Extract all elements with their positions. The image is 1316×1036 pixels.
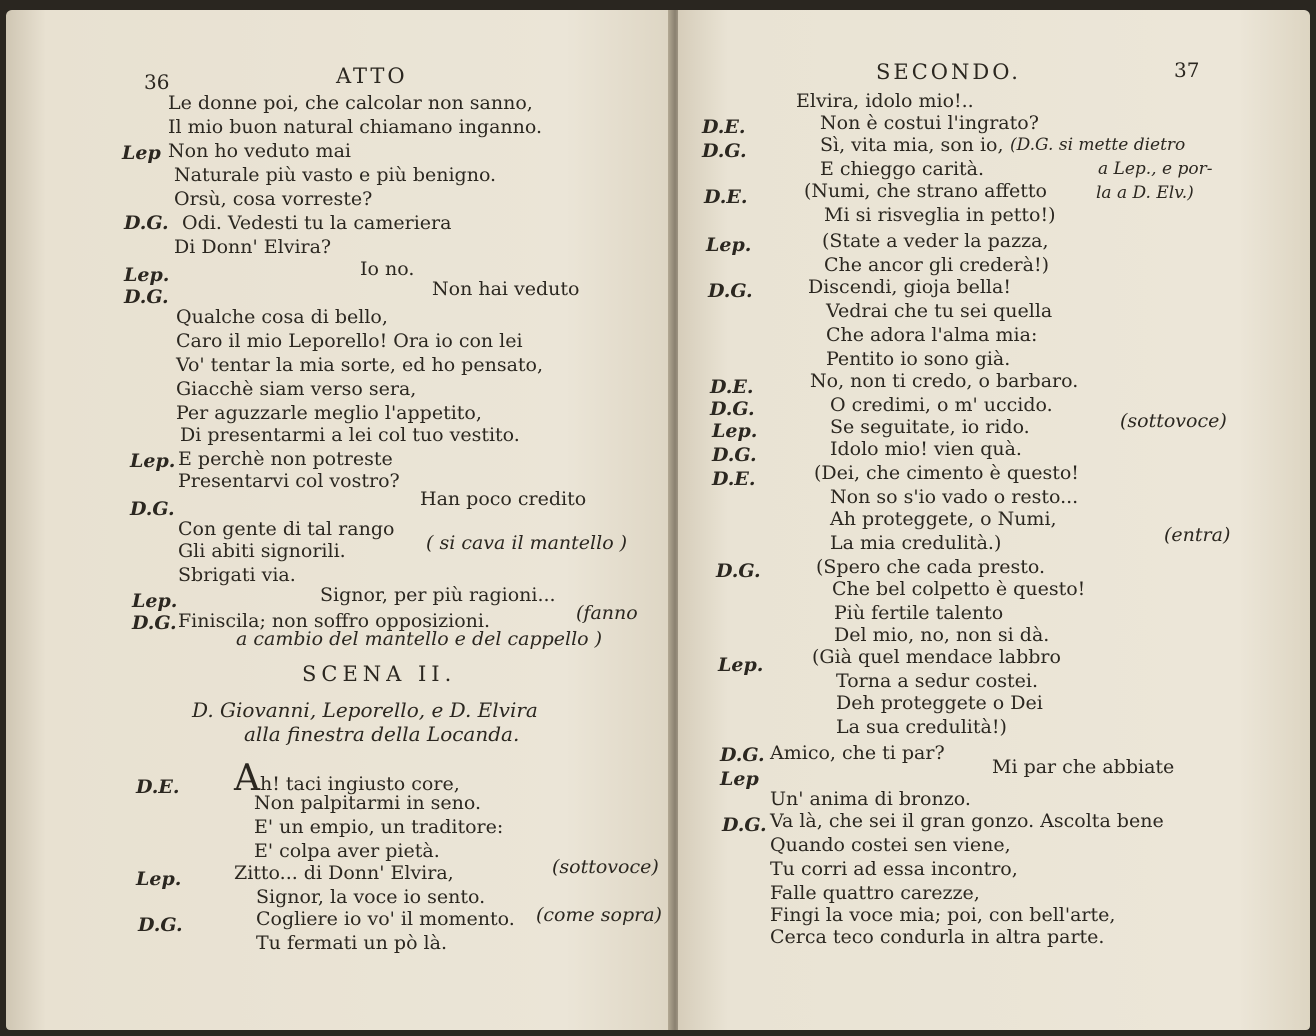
speaker-label: Lep.	[132, 590, 178, 612]
verse-line: Deh proteggete o Dei	[836, 692, 1043, 714]
page-number: 36	[144, 70, 170, 94]
speaker-label: Lep.	[706, 234, 752, 256]
verse-line: Mi par che abbiate	[992, 756, 1175, 778]
verse-line: Che ancor gli crederà!)	[824, 254, 1050, 276]
verse-line: Il mio buon natural chiamano inganno.	[168, 116, 543, 138]
verse-line: (Spero che cada presto.	[816, 556, 1046, 578]
stage-direction: (sottovoce)	[552, 856, 659, 878]
verse-line: Sì, vita mia, son io,	[820, 134, 1004, 156]
verse-line: E' colpa aver pietà.	[254, 840, 440, 862]
verse-line: La mia credulità.)	[830, 532, 1002, 554]
verse-line: Fingi la voce mia; poi, con bell'arte,	[770, 904, 1116, 926]
stage-direction: (fanno	[576, 602, 638, 624]
speaker-label: Lep.	[124, 264, 170, 286]
verse-line: Tu fermati un pò là.	[256, 932, 448, 954]
verse-line: Non è costui l'ingrato?	[820, 112, 1039, 134]
verse-line: Se seguitate, io rido.	[830, 416, 1030, 438]
speaker-label: D.G.	[124, 286, 169, 308]
speaker-label: D.E.	[710, 376, 754, 398]
verse-line: Odi. Vedesti tu la cameriera	[182, 212, 452, 234]
verse-line: Orsù, cosa vorreste?	[174, 188, 373, 210]
verse-line: Cerca teco condurla in altra parte.	[770, 926, 1105, 948]
verse-line-text: h! taci ingiusto core,	[260, 773, 460, 795]
verse-line: Qualche cosa di bello,	[176, 306, 388, 328]
verse-line: Un' anima di bronzo.	[770, 788, 971, 810]
verse-line: Pentito io sono già.	[826, 348, 1011, 370]
stage-direction: la a D. Elv.)	[1096, 183, 1194, 203]
verse-line: Torna a sedur costei.	[836, 670, 1039, 692]
verse-line: Che adora l'alma mia:	[826, 324, 1038, 346]
verse-line: Gli abiti signorili.	[178, 540, 346, 562]
speaker-label: Lep.	[718, 654, 764, 676]
speaker-label: D.E.	[136, 776, 180, 798]
verse-line: E chieggo carità.	[820, 158, 985, 180]
verse-line: Più fertile talento	[834, 602, 1004, 624]
speaker-label: D.G.	[710, 398, 755, 420]
verse-line: Naturale più vasto e più benigno.	[174, 164, 497, 186]
verse-line: Caro il mio Leporello! Ora io con lei	[176, 330, 523, 352]
stage-direction: a Lep., e por-	[1098, 159, 1213, 179]
verse-line: Ah proteggete, o Numi,	[830, 508, 1057, 530]
scene-title: SCENA II.	[302, 662, 457, 686]
cast-list: alla finestra della Locanda.	[244, 722, 520, 746]
verse-line: Va là, che sei il gran gonzo. Ascolta bene	[770, 810, 1164, 832]
drop-cap: A	[234, 758, 260, 799]
verse-line: Non so s'io vado o resto...	[830, 486, 1079, 508]
verse-line: Che bel colpetto è questo!	[832, 578, 1086, 600]
speaker-label: D.E.	[702, 116, 746, 138]
stage-direction: (come sopra)	[536, 904, 662, 926]
speaker-label: Lep	[720, 768, 759, 790]
verse-line: Cogliere io vo' il momento.	[256, 908, 515, 930]
speaker-label: D.G.	[702, 140, 747, 162]
page-number: 37	[1174, 58, 1200, 82]
verse-line: Mi si risveglia in petto!)	[824, 204, 1056, 226]
verse-line: O credimi, o m' uccido.	[830, 394, 1053, 416]
verse-line: Di presentarmi a lei col tuo vestito.	[180, 424, 520, 446]
speaker-label: D.G.	[716, 560, 761, 582]
verse-line: Discendi, gioja bella!	[808, 276, 1011, 298]
verse-line: (Dei, che cimento è questo!	[814, 462, 1079, 484]
running-header: ATTO	[336, 64, 408, 88]
right-page	[678, 10, 1310, 1030]
verse-line: Io no.	[360, 258, 415, 280]
verse-line: Signor, la voce io sento.	[256, 886, 486, 908]
verse-line: Tu corri ad essa incontro,	[770, 858, 1018, 880]
verse-line: E perchè non potreste	[178, 448, 393, 470]
verse-line: E' un empio, un traditore:	[254, 816, 504, 838]
verse-line: Per aguzzarle meglio l'appetito,	[176, 402, 482, 424]
verse-line: Giacchè siam verso sera,	[176, 378, 417, 400]
speaker-label: D.G.	[708, 280, 753, 302]
verse-line: Zitto... di Donn' Elvira,	[234, 862, 454, 884]
verse-line: Vo' tentar la mia sorte, ed ho pensato,	[176, 354, 544, 376]
stage-direction: (D.G. si mette dietro	[1010, 135, 1186, 155]
speaker-label: D.G.	[138, 914, 183, 936]
speaker-label: D.E.	[712, 468, 756, 490]
verse-line: Signor, per più ragioni...	[320, 584, 556, 606]
verse-line: Amico, che ti par?	[770, 742, 945, 764]
speaker-label: Lep	[122, 142, 161, 164]
speaker-label: D.G.	[720, 744, 765, 766]
speaker-label: Lep.	[130, 450, 176, 472]
speaker-label: D.E.	[704, 186, 748, 208]
verse-line: Falle quattro carezze,	[770, 882, 980, 904]
cast-list: D. Giovanni, Leporello, e D. Elvira	[192, 698, 538, 722]
verse-line: Finiscila; non soffro opposizioni.	[178, 610, 490, 632]
verse-line: La sua credulità!)	[836, 716, 1007, 738]
stage-direction: ( si cava il mantello )	[426, 532, 628, 554]
verse-line: No, non ti credo, o barbaro.	[810, 370, 1079, 392]
speaker-label: D.G.	[132, 612, 177, 634]
speaker-label: Lep.	[712, 420, 758, 442]
verse-line: Non hai veduto	[432, 278, 580, 300]
stage-direction: a cambio del mantello e del cappello )	[236, 628, 603, 650]
verse-line: Con gente di tal rango	[178, 518, 395, 540]
stage-direction: (sottovoce)	[1120, 410, 1227, 432]
speaker-label: D.G.	[722, 814, 767, 836]
verse-line: Non palpitarmi in seno.	[254, 792, 482, 814]
verse-line: (State a veder la pazza,	[822, 230, 1049, 252]
left-page	[6, 10, 674, 1030]
stage-direction: (entra)	[1164, 524, 1231, 546]
speaker-label: D.G.	[124, 212, 169, 234]
verse-line: Presentarvi col vostro?	[178, 470, 400, 492]
verse-line: (Numi, che strano affetto	[804, 180, 1047, 202]
verse-line: Le donne poi, che calcolar non sanno,	[168, 92, 533, 114]
verse-line: Idolo mio! vien quà.	[830, 438, 1022, 460]
verse-line: Vedrai che tu sei quella	[826, 300, 1053, 322]
verse-line: Quando costei sen viene,	[770, 834, 1011, 856]
verse-line: Elvira, idolo mio!..	[796, 90, 974, 112]
verse-line: Han poco credito	[420, 488, 587, 510]
verse-line: Non ho veduto mai	[168, 140, 351, 162]
running-header: SECONDO.	[876, 60, 1021, 84]
speaker-label: D.G.	[130, 498, 175, 520]
speaker-label: D.G.	[712, 444, 757, 466]
verse-line: Di Donn' Elvira?	[174, 236, 332, 258]
speaker-label: Lep.	[136, 868, 182, 890]
verse-line: Sbrigati via.	[178, 564, 296, 586]
verse-line: Del mio, no, non si dà.	[834, 624, 1050, 646]
verse-line: (Già quel mendace labbro	[812, 646, 1061, 668]
